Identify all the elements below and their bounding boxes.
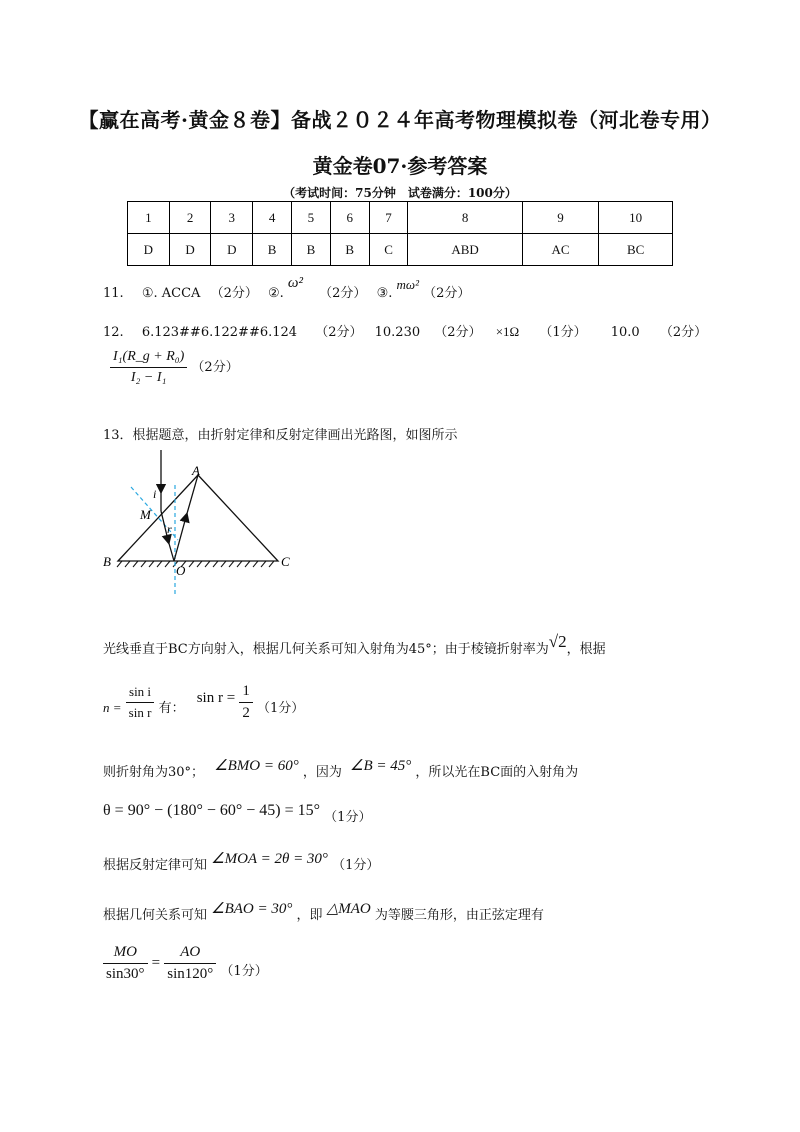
refracted-ray-tail [168,540,174,561]
snell-lhs: n = [103,700,122,715]
reflected-ray [174,517,186,561]
label-i: i [153,487,157,501]
sine-numerator-2: AO [164,944,216,964]
table-cell: 4 [253,202,292,234]
triangle-mao: △MAO [326,901,371,917]
q12-score-5: （2分） [191,360,239,375]
label-O: O [176,563,186,578]
label-C: C [281,554,290,569]
q12-line [103,321,707,340]
q12-formula-line [110,349,239,386]
reflection-text: 根据反射定律可知 [103,858,208,873]
table-cell: 10 [599,202,673,234]
table-cell: B [253,234,292,266]
answer-table-number-row [128,202,673,234]
q13-line-3-a: 则折射角为30°； [103,765,205,780]
sine-law-line [103,944,268,983]
sinr-score: （1分） [256,701,305,716]
mirror-surface [117,561,278,567]
table-cell: 8 [408,202,522,234]
sine-fraction-2 [164,944,216,983]
q12-answer-4: 10.0 [610,325,640,340]
q13-intro: 13．根据题意，由折射定律和反射定律画出光路图，如图所示 [103,428,458,443]
sinr-denominator: 2 [242,705,250,721]
label-B: B [103,554,111,569]
table-cell: D [169,234,211,266]
sinr-fraction [239,683,253,722]
reflection-equation: ∠MOA = 2θ = 30° [211,851,328,867]
snell-fraction [126,684,155,721]
exam-meta: （考试时间：75分钟 试卷满分：100分） [283,186,517,200]
page-title: 【赢在高考·黄金８卷】备战２０２４年高考物理模拟卷（河北卷专用） [78,108,722,132]
angle-b: ∠B = 45° [350,758,412,774]
table-cell: BC [599,234,673,266]
q12-formula-denominator: I₂ − I₁ [130,370,167,385]
q12-score-1: （2分） [315,325,363,340]
q12-number: 12. [103,325,124,340]
sine-denominator-2: sin120° [167,966,214,982]
sine-fraction-1 [103,944,148,983]
label-M: M [140,507,151,522]
q13-line-1-text: 光线垂直于BC方向射入，根据几何关系可知入射角为45°；由于棱镜折射率为 [103,642,549,657]
angle-bmo: ∠BMO = 60° [214,758,299,774]
sinr-numerator: 1 [239,683,253,703]
q13-line-3-c: ，所以光在BC面的入射角为 [415,765,579,780]
q11-number: 11. [103,286,124,301]
q11-answer-2-label: ②. [267,286,284,301]
theta-score: （1分） [324,810,372,825]
light-path-figure [98,445,298,600]
q12-answer-2: 10.230 [374,325,421,340]
label-A: A [192,463,200,478]
snell-law-line [103,683,304,722]
table-cell: D [211,234,253,266]
theta-line [103,800,372,825]
reflection-line [103,848,380,873]
sine-score: （1分） [220,964,268,979]
angle-bao: ∠BAO = 30° [211,901,293,917]
answer-table-answer-row [128,234,673,266]
geometry-mid: ，即 [296,908,323,923]
table-cell: 6 [330,202,369,234]
label-r: r [167,522,172,536]
q12-answer-3: ×1Ω [495,324,520,339]
table-cell: 1 [128,202,170,234]
table-cell: 5 [291,202,330,234]
q12-score-2: （2分） [434,325,482,340]
q11-line [103,275,471,302]
q11-answer-3-math: mω² [396,277,419,292]
table-cell: D [128,234,170,266]
q12-score-3: （1分） [539,325,587,340]
table-cell: B [291,234,330,266]
q13-line-1 [103,632,606,658]
snell-have: 有： [158,701,185,716]
q11-score-1: （2分） [210,286,258,301]
q11-score-3: （2分） [423,286,471,301]
sqrt-two: √2 [548,632,567,651]
table-cell: C [369,234,408,266]
sine-denominator-1: sin30° [106,966,145,982]
sinr-lhs: sin r = [196,690,236,706]
table-cell: AC [522,234,599,266]
q11-score-2: （2分） [319,286,367,301]
table-cell: ABD [408,234,522,266]
table-cell: 2 [169,202,211,234]
answer-table [127,201,673,266]
theta-equation: θ = 90° − (180° − 60° − 45) = 15° [103,802,321,819]
equals-sign: = [151,955,161,971]
q13-line-3 [103,755,579,780]
page-subtitle: 黄金卷07·参考答案 [312,154,488,178]
table-cell: 9 [522,202,599,234]
q13-line-1-end: ，根据 [566,642,606,657]
geometry-end: 为等腰三角形，由正弦定理有 [374,908,544,923]
q12-answer-1: 6.123##6.122##6.124 [141,325,298,340]
table-cell: 7 [369,202,408,234]
snell-numerator: sin i [126,684,155,703]
table-cell: 3 [211,202,253,234]
q11-answer-1: ①. ACCA [141,286,201,301]
q11-answer-3-label: ③. [376,286,393,301]
q11-answer-2-math: ω² [287,275,304,291]
snell-denominator: sin r [128,705,152,720]
geometry-line [103,898,544,923]
q12-formula [110,349,187,386]
q12-score-4: （2分） [659,325,708,340]
reflection-score: （1分） [332,858,380,873]
geometry-text: 根据几何关系可知 [103,908,208,923]
q13-line-3-b: ，因为 [302,765,342,780]
q12-formula-numerator: I₁(R_g + R₀) [110,349,187,368]
sine-numerator-1: MO [103,944,148,964]
table-cell: B [330,234,369,266]
